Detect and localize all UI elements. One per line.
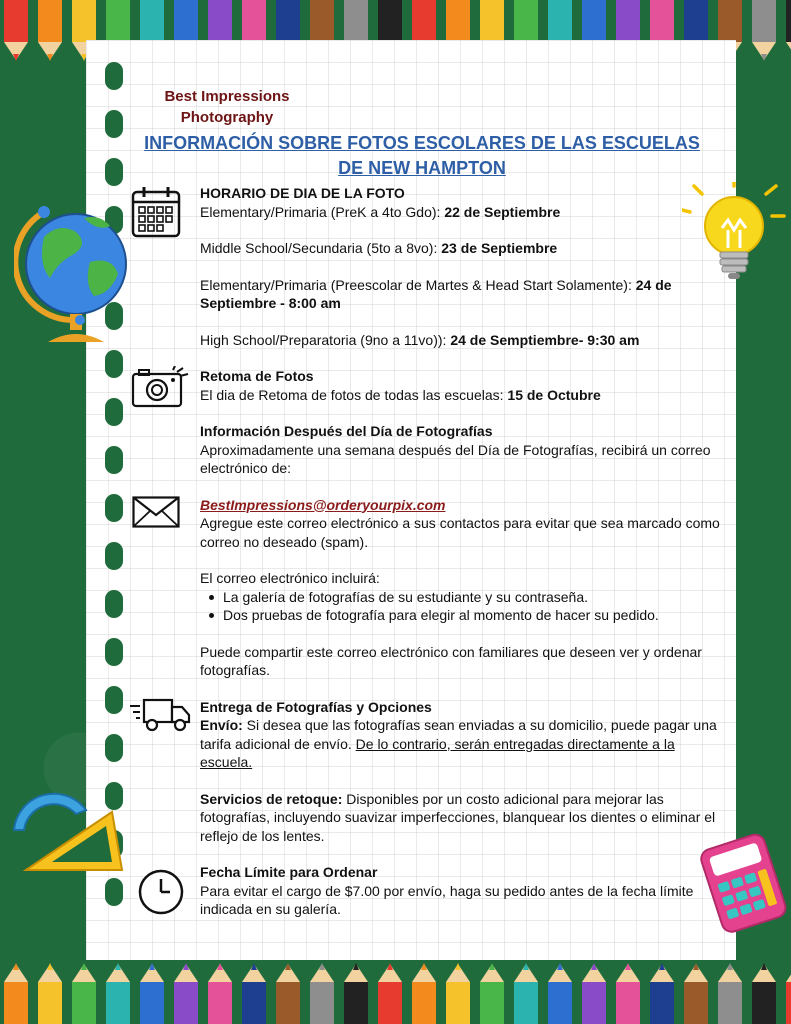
schedule-item [200,239,720,258]
retakes-label: El dia de Retoma de fotos de todas las escuelas: [200,386,508,403]
list-item: Dos pruebas de fotografía para elegir al momento de hacer su pedido. [206,606,720,625]
retouch-label: Servicios de retoque: [200,790,343,807]
retakes-title: Retoma de Fotos [200,368,314,384]
info-content [200,184,720,919]
includes-list [206,588,720,625]
brand-name: Best Impressions Photography [164,88,290,126]
includes-intro: El correo electrónico incluirá: [200,570,380,586]
calendar-icon [131,186,181,238]
share-text: Puede compartir este correo electrónico con familiares que deseen ver y ordenar fotografías. [200,643,702,678]
schedule-item [200,276,720,313]
schedule-item-date: 22 de Septiembre [444,203,561,220]
shipping-body: Si desea que las fotografías sean enviadas a su domicilio, puede pagar una tarifa adicional de envío. [200,717,717,752]
schedule-item-date: 23 de Septiembre [441,240,558,256]
add-contact-text: Agregue este correo electrónico a sus contactos para evitar que sea marcado como correo no deseado (spam). [200,515,720,550]
retouch-text [200,790,720,846]
delivery-section [200,698,720,772]
clock-icon [137,868,185,916]
deadline-text: Para evitar el cargo de $7.00 por envío, haga su pedido antes de la fecha límite indicada en su galería. [200,882,694,917]
schedule-item-label: Elementary/Primaria (Preescolar de Martes & Head Start Solamente): [200,276,636,293]
delivery-truck-icon [128,696,192,734]
includes-block [200,569,720,625]
schedule-item-date: 24 de Semptiembre- 9:30 am [450,331,640,348]
schedule-section [200,184,720,349]
envelope-icon [132,496,180,528]
shipping-text [200,716,720,772]
delivery-title: Entrega de Fotografías y Opciones [200,698,432,715]
schedule-item-label: Elementary/Primaria (PreK a 4to Gdo): [200,203,445,220]
schedule-item-date: 24 de Septiembre - 8:00 am [200,276,672,311]
camera-icon [131,366,191,408]
retakes-date: 15 de Octubre [507,386,601,403]
retakes-text [200,386,720,405]
globe-icon [14,192,132,352]
after-section [200,422,720,478]
email-link[interactable]: BestImpressions@orderyourpix.com [200,496,446,513]
schedule-item-label: High School/Preparatoria (9no a 11vo)): [200,331,451,348]
retakes-section [200,367,720,404]
schedule-title: HORARIO DE DIA DE LA FOTO [200,185,405,201]
shipping-note: De lo contrario, serán entregadas directamente a la escuela. [200,735,675,770]
deadline-section [200,863,720,919]
deadline-title: Fecha Límite para Ordenar [200,864,378,880]
set-square-icon [6,784,126,872]
schedule-item [200,203,720,222]
schedule-item-label: Middle School/Secundaria (5to a 8vo): [200,240,442,256]
schedule-item [200,331,720,350]
shipping-label: Envío: [200,717,243,733]
retouch-body: Disponibles por un costo adicional para mejorar las fotografías, incluyendo suavizar imperfecciones, blanquear los dientes o eliminar el reflejo de los lentes. [200,790,716,844]
list-item: La galería de fotografías de su estudiante y su contraseña. [206,588,720,607]
after-title: Información Después del Día de Fotografías [200,423,493,439]
after-text: Aproximadamente una semana después del Día de Fotografías, recibirá un correo electrónico de: [200,441,711,476]
page-title: INFORMACIÓN SOBRE FOTOS ESCOLARES DE LAS ESCUELAS DE NEW HAMPTON [144,133,700,178]
email-block [200,496,720,552]
